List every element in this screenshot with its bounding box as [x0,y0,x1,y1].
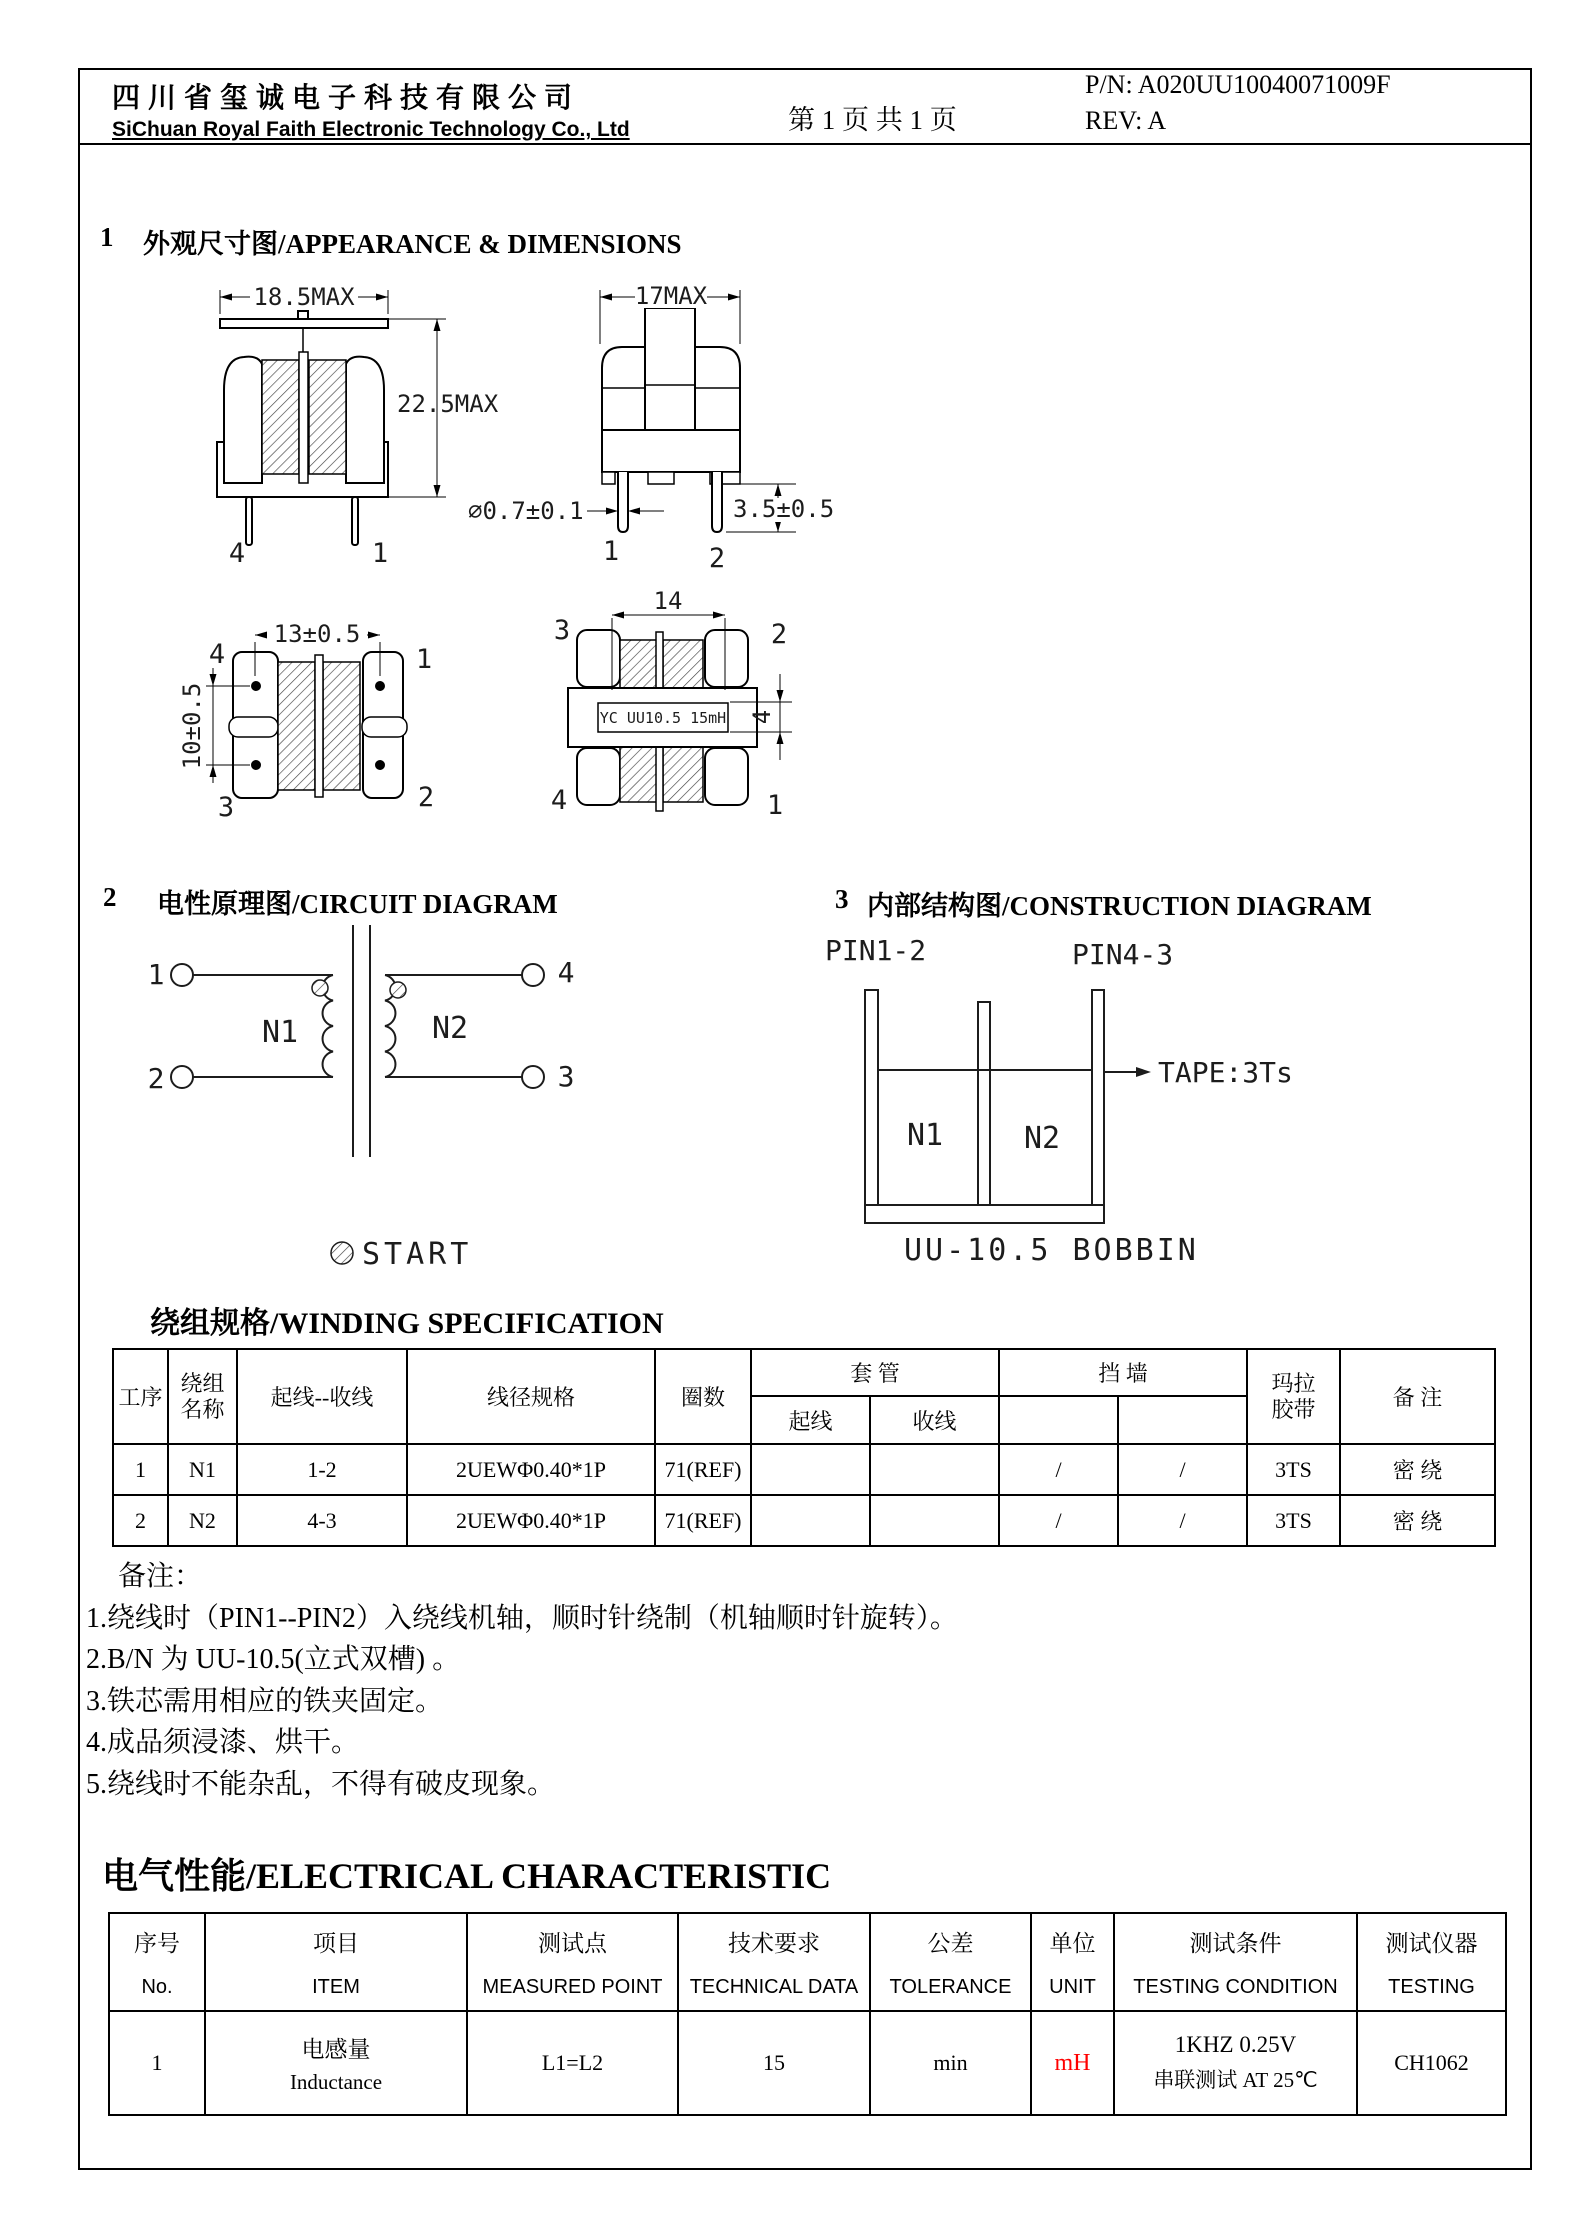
col-header-mylar-tape-line2: 胶带 [1271,1396,1316,1422]
company-name-en: SiChuan Royal Faith Electronic Technology Co., Ltd [112,118,630,141]
cell-wall-2: / [1118,1444,1247,1495]
construction-pin12-label: PIN1-2 [825,934,927,967]
pn-value: A020UU10040071009F [1137,70,1391,99]
notes-title: 备注： [118,1561,203,1592]
front-pin4-label: 4 [228,538,246,569]
winding-hatch [309,360,346,474]
ecol-tech-en: TECHNICAL DATA [689,1976,859,1998]
cell-wire-spec: 2UEWΦ0.40*1P [407,1444,655,1495]
ecol-condition-en: TESTING CONDITION [1133,1976,1338,1998]
ecell-item-en: Inductance [289,2070,383,2094]
col-header-tube: 套 管 [751,1349,999,1396]
col-header-winding-name-line1: 绕组 [180,1370,225,1396]
note-4: 4.成品须浸漆、烘干。 [86,1727,360,1758]
cell-wall-1: / [999,1444,1118,1495]
col-header-wall: 挡 墙 [999,1349,1247,1396]
section2-number: 2 [103,882,117,912]
ecol-tolerance-cn: 公差 [927,1931,974,1956]
note-5: 5.绕线时不能杂乱，不得有破皮现象。 [86,1768,556,1800]
ecol-no-cn: 序号 [134,1931,180,1956]
ecell-instrument: CH1062 [1357,2011,1506,2115]
ecell-condition-line2: 串联测试 AT 25℃ [1153,2068,1318,2092]
cell-tube-end [870,1495,999,1546]
ecol-instrument [1357,1913,1506,2011]
circuit-pin1-label: 1 [147,958,165,991]
tape-arrow [1136,1067,1151,1077]
ecell-condition-line1: 1KHZ 0.25V [1174,2032,1297,2057]
winding-hatch [663,747,703,802]
ecol-instrument-cn: 测试仪器 [1385,1931,1478,1956]
side-view [600,282,834,574]
ecol-point-cn: 测试点 [538,1931,607,1956]
front-width-dim: 18.5MAX [253,283,355,311]
top-view [551,587,792,821]
pin-2 [712,472,722,532]
front-pin1-label: 1 [371,538,389,569]
ecol-point [467,1913,678,2011]
circuit-diagram [140,920,680,1290]
bottom-height-dim: 10±0.5 [178,682,206,770]
pin-dot-2 [375,760,385,770]
ecol-tolerance [870,1913,1031,2011]
cell-winding-name: N2 [168,1495,237,1546]
pin-dot-4 [251,681,261,691]
ecell-tolerance: min [870,2011,1031,2115]
ecol-condition-cn: 测试条件 [1189,1931,1282,1956]
cell-turns: 71(REF) [655,1495,751,1546]
top-pin2-label: 2 [770,619,788,650]
ecell-no: 1 [109,2011,205,2115]
part-number [1085,70,1391,100]
col-header-wire-spec: 线径规格 [407,1349,655,1444]
cell-start-end: 4-3 [237,1495,407,1546]
ecol-unit-cn: 单位 [1049,1931,1096,1956]
pn-label: P/N: [1085,70,1133,99]
cell-start-end: 1-2 [237,1444,407,1495]
winding-spec-title: 绕组规格/WINDING SPECIFICATION [150,1307,664,1340]
circuit-pin2-label: 2 [147,1062,165,1095]
bobbin-base [865,1205,1104,1223]
construction-n2-label: N2 [1023,1121,1061,1156]
col-header-start-end: 起线--收线 [237,1349,407,1444]
winding-row-2 [113,1495,1495,1546]
col-header-mylar-tape-line1: 玛拉 [1271,1370,1316,1396]
electrical-row-1 [109,2011,1506,2115]
section2-title: 电性原理图/CIRCUIT DIAGRAM [157,889,558,919]
pin-dot-1 [375,681,385,691]
top-pin3-label: 3 [553,615,571,646]
bottom-pin1-label: 1 [415,644,433,675]
revision [1085,106,1166,136]
col-header-winding-name [168,1349,237,1444]
electrical-table [108,1912,1507,2116]
winding-n1-label: N1 [261,1015,299,1050]
col-header-wall-sub2 [1118,1396,1247,1444]
ecol-no-en: No. [141,1976,173,1998]
ecell-item-cn: 电感量 [301,2037,371,2062]
cell-wall-1: / [999,1495,1118,1546]
top-width-dim: 14 [653,587,683,615]
cell-wall-2: / [1118,1495,1247,1546]
ecol-no [109,1913,205,2011]
ecol-point-en: MEASURED POINT [482,1976,663,1998]
start-legend-dot [331,1242,353,1264]
ecol-item [205,1913,467,2011]
front-view [217,283,664,569]
header-divider [78,143,1532,145]
note-3: 3.铁芯需用相应的铁夹固定。 [86,1685,444,1717]
construction-pin43-label: PIN4-3 [1072,938,1174,971]
section1-number: 1 [100,222,114,252]
bottom-view [178,620,434,823]
tape-label: TAPE:3Ts [1158,1056,1293,1089]
col-header-tube-start: 起线 [751,1396,870,1444]
circuit-pin3-label: 3 [557,1060,575,1093]
ecell-point: L1=L2 [467,2011,678,2115]
pin-4 [246,497,252,545]
ecell-item [205,2011,467,2115]
section3-title: 内部结构图/CONSTRUCTION DIAGRAM [867,891,1372,921]
col-header-remark: 备 注 [1340,1349,1495,1444]
note-1: 1.绕线时（PIN1--PIN2）入绕线机轴，顺时针绕制（机轴顺时针旋转）。 [86,1602,958,1634]
company-name-cn: 四川省玺诚电子科技有限公司 [112,83,581,114]
cell-tube-start [751,1444,870,1495]
bobbin-left-wall [865,990,878,1205]
terminal-4 [522,964,544,986]
ecol-instrument-en: TESTING [1388,1976,1475,1998]
ecol-item-en: ITEM [312,1976,360,1998]
winding-spec-table [112,1348,1496,1547]
ecol-tech [678,1913,870,2011]
rev-label: REV: [1085,106,1143,135]
top-height-dim: 4 [748,709,776,725]
ecell-unit: mH [1031,2011,1114,2115]
col-header-turns: 圈数 [655,1349,751,1444]
ecol-condition [1114,1913,1357,2011]
page-number: 第 1 页 共 1 页 [788,105,957,135]
notes-block [86,1556,958,1805]
cell-tape: 3TS [1247,1495,1340,1546]
col-header-process: 工序 [113,1349,168,1444]
bottom-pin3-label: 3 [217,792,235,823]
cell-remark: 密 绕 [1340,1444,1495,1495]
circuit-pin4-label: 4 [557,956,575,989]
part-marking: YC UU10.5 15mH [599,709,727,727]
rev-value: A [1147,106,1167,135]
side-pin2-label: 2 [708,543,726,574]
ecol-unit-en: UNIT [1049,1976,1096,1998]
bottom-pin2-label: 2 [417,782,435,813]
ecol-item-cn: 项目 [313,1931,359,1956]
winding-hatch [262,360,299,474]
cell-tube-end [870,1444,999,1495]
bobbin-center-wall [978,1002,990,1205]
top-pin4-label: 4 [550,785,568,816]
col-header-wall-sub1 [999,1396,1118,1444]
appearance-dimensions-drawing [90,260,1510,880]
cell-turns: 71(REF) [655,1444,751,1495]
winding-hatch [323,662,360,790]
pin-1 [618,472,628,532]
winding-row-1 [113,1444,1495,1495]
cell-process: 2 [113,1495,168,1546]
winding-hatch [620,640,658,688]
col-header-winding-name-line2: 名称 [180,1396,225,1422]
terminal-2 [171,1066,193,1088]
front-height-dim: 22.5MAX [397,390,499,418]
bobbin-right-wall [1092,990,1104,1205]
pin-diameter-dim: ∅0.7±0.1 [468,497,584,525]
col-header-mylar-tape [1247,1349,1340,1444]
terminal-3 [522,1066,544,1088]
winding-n2-label: N2 [431,1011,469,1046]
ecol-unit [1031,1913,1114,2011]
side-width-dim: 17MAX [634,282,708,310]
top-pin1-label: 1 [766,790,784,821]
terminal-1 [171,964,193,986]
section3-number: 3 [835,884,849,914]
start-legend-label: START [362,1237,473,1272]
pin-1 [352,497,358,545]
cell-tape: 3TS [1247,1444,1340,1495]
bobbin-label: UU-10.5 BOBBIN [904,1233,1199,1268]
cell-remark: 密 绕 [1340,1495,1495,1546]
cell-tube-start [751,1495,870,1546]
winding-hatch [620,747,658,802]
side-pin1-label: 1 [602,536,620,567]
col-header-tube-end: 收线 [870,1396,999,1444]
bottom-pin4-label: 4 [208,639,226,670]
start-dot-n1 [312,980,328,996]
electrical-title: 电气性能/ELECTRICAL CHARACTERISTIC [102,1856,832,1896]
winding-hatch [278,662,315,790]
cell-winding-name: N1 [168,1444,237,1495]
ecell-tech: 15 [678,2011,870,2115]
construction-diagram [820,930,1300,1280]
ecol-tolerance-en: TOLERANCE [889,1976,1012,1998]
note-2: 2.B/N 为 UU-10.5(立式双槽) 。 [86,1644,461,1675]
cell-wire-spec: 2UEWΦ0.40*1P [407,1495,655,1546]
ecell-condition [1114,2011,1357,2115]
cell-process: 1 [113,1444,168,1495]
winding-hatch [663,640,703,688]
pin-dot-3 [251,760,261,770]
construction-n1-label: N1 [906,1118,944,1153]
ecol-tech-cn: 技术要求 [728,1931,820,1956]
section1-title: 外观尺寸图/APPEARANCE & DIMENSIONS [143,229,682,259]
start-dot-n2 [390,982,406,998]
bottom-width-dim: 13±0.5 [273,620,361,648]
pin-length-dim: 3.5±0.5 [733,495,835,523]
